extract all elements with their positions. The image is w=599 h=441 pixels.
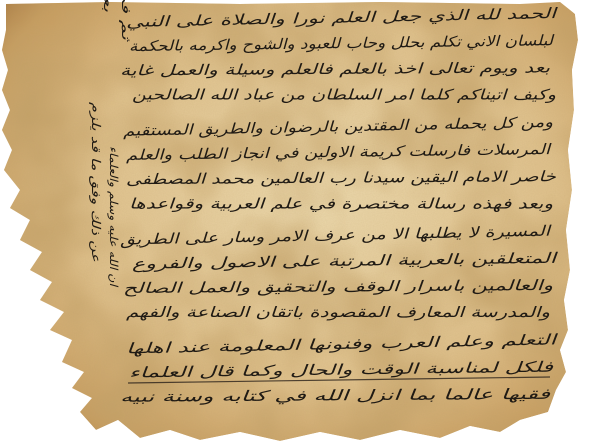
manuscript-line: وبعد فهذه رسالة مختصرة في علم العربية وقواعدها (129, 196, 553, 213)
manuscript-line: فقيها عالما بما انزل الله في كتابه وسنة نبيه (119, 387, 380, 406)
manuscript-line: ومن كل يحمله من المقتدين بالرضوان والطريق المستقيم (122, 116, 466, 140)
manuscript-line: خاصر الامام اليقين سيدنا رب العالمين محمد المصطفى (125, 169, 457, 189)
manuscript-line: المتعلقين بالعربية المرتبة على الاصول والفروع (131, 252, 411, 273)
margin-note (101, 0, 115, 13)
margin-note: ان الله عليه وسلم والعلماء (107, 146, 120, 268)
manuscript-line: الحمد لله الذي جعل العلم نورا والصلاة على النبي (125, 8, 420, 32)
manuscript-line: فلكل لمناسبة الوقت والحال وكما قال العلماء (128, 361, 399, 382)
margin-note: عن ذلك وفق ما قد يلزم (89, 102, 103, 222)
manuscript-line: والعالمين باسرار الوقف والتحقيق والعمل الصالح (122, 278, 413, 298)
manuscript-line: لبلسان الاني تكلم بحلل وحاب للعبود والشوح واكرمه بالحكمة (128, 34, 494, 56)
manuscript-line: التعلم وعلم العرب وفنونها المعلومة عند اهلها (125, 335, 397, 358)
margin-note (119, 0, 134, 43)
manuscript-line: المسيرة لا يطلبها الا من عرف الامر وسار على الطريق (119, 225, 448, 249)
manuscript-line: والمدرسة المعارف المقصودة باتقان الصناعة والفهم (126, 305, 550, 322)
manuscript-line: وكيف اتيناكم كلما امر السلطان من عباد الله الصالحين (132, 87, 556, 104)
manuscript-line: بعد ويوم تعالى اخذ بالعلم فالعلم وسيلة والعمل غاية (119, 61, 429, 80)
main-text-block (120, 6, 559, 406)
manuscript-line: المرسلات فارسلت كريمة الاولين في انجاز الطلب والعلم (125, 143, 466, 164)
